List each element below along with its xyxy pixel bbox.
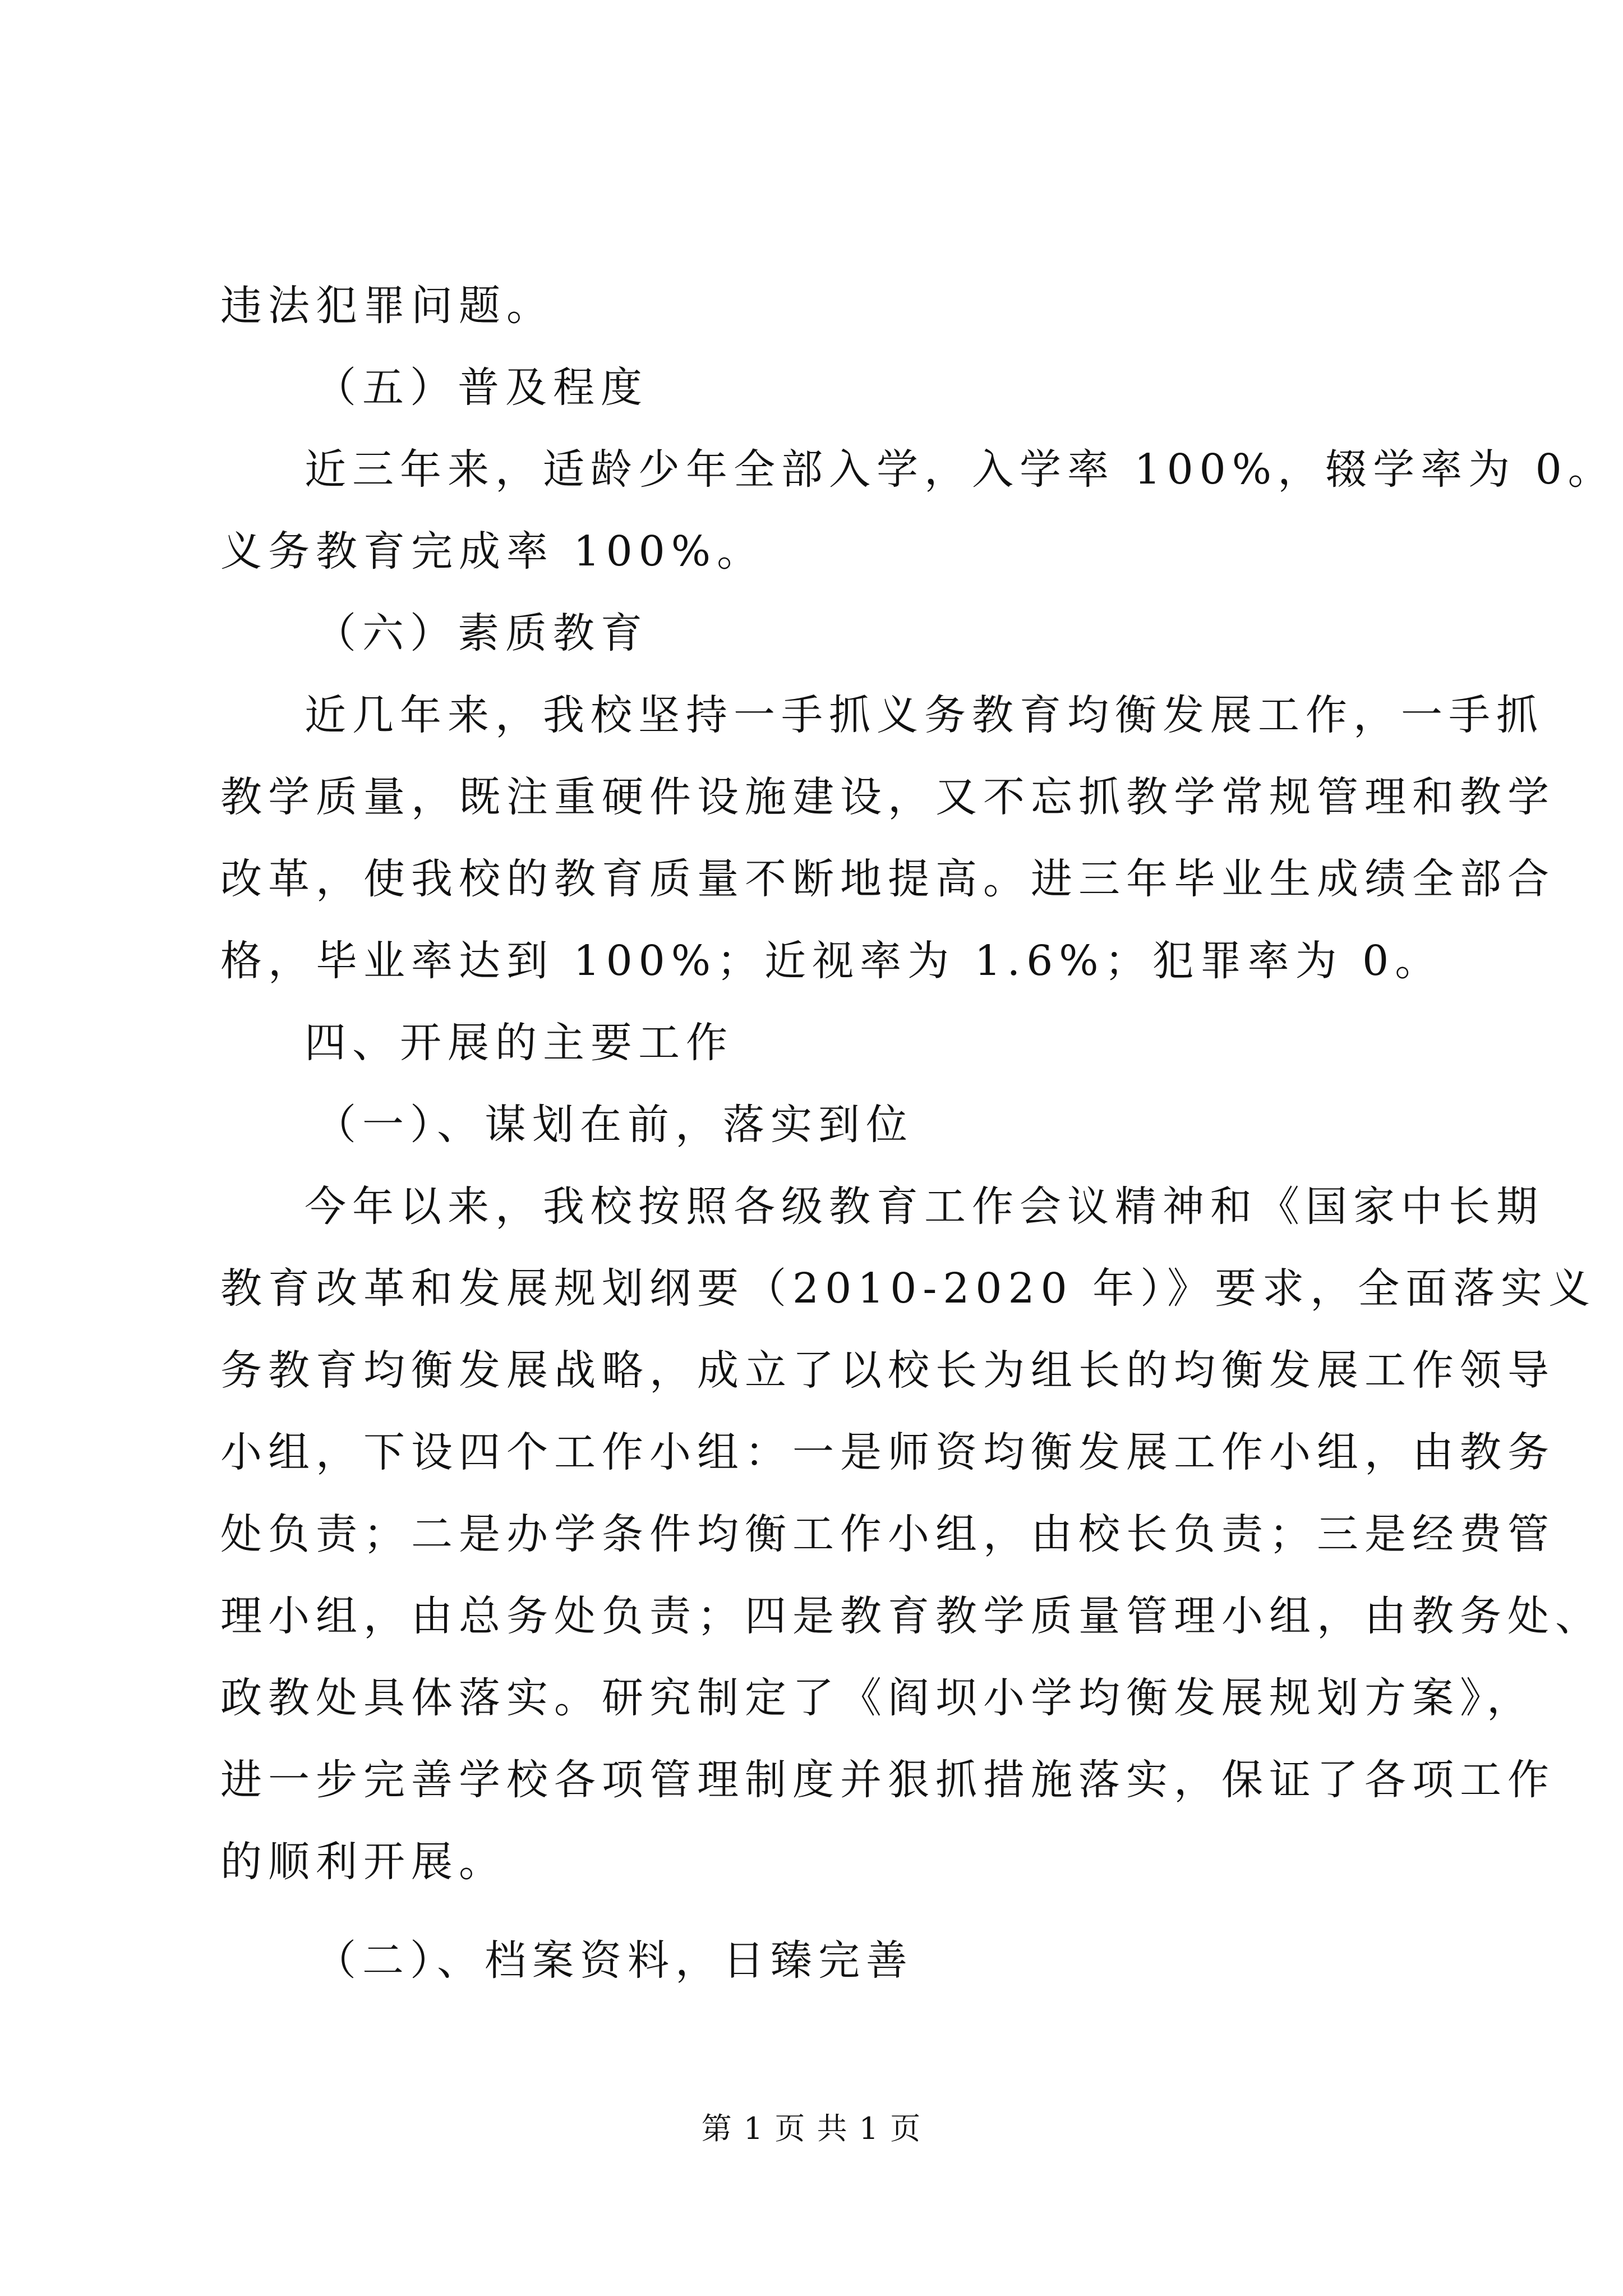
subsection-heading-one: （一）、谋划在前，落实到位 xyxy=(315,1101,914,1149)
paragraph-line: 格，毕业率达到 100%；近视率为 1.6%；犯罪率为 0。 xyxy=(220,937,1443,985)
paragraph-line: 近几年来，我校坚持一手抓义务教育均衡发展工作，一手抓 xyxy=(305,691,1544,739)
paragraph-line: 进一步完善学校各项管理制度并狠抓措施落实，保证了各项工作 xyxy=(220,1756,1555,1804)
paragraph-line: 小组，下设四个工作小组：一是师资均衡发展工作小组，由教务 xyxy=(220,1428,1555,1476)
section-heading-four: 四、开展的主要工作 xyxy=(305,1019,734,1067)
section-heading-five: （五）普及程度 xyxy=(315,364,648,412)
document-body xyxy=(220,265,1616,2001)
page-footer: 第 1 页 共 1 页 xyxy=(701,2111,922,2146)
paragraph-line: 义务教育完成率 100%。 xyxy=(220,527,765,576)
subsection-heading-two: （二）、档案资料，日臻完善 xyxy=(315,1936,914,1985)
paragraph-continuation: 违法犯罪问题。 xyxy=(220,282,554,330)
paragraph-line: 务教育均衡发展战略，成立了以校长为组长的均衡发展工作领导 xyxy=(220,1346,1555,1395)
paragraph-line: 近三年来，适龄少年全部入学，入学率 100%，辍学率为 0。 xyxy=(305,445,1616,494)
paragraph-line: 今年以来，我校按照各级教育工作会议精神和《国家中长期 xyxy=(305,1182,1544,1231)
paragraph-line: 教学质量，既注重硬件设施建设，又不忘抓教学常规管理和教学 xyxy=(220,773,1555,821)
paragraph-line: 理小组，由总务处负责；四是教育教学质量管理小组，由教务处、 xyxy=(220,1592,1603,1640)
paragraph-line: 改革，使我校的教育质量不断地提高。进三年毕业生成绩全部合 xyxy=(220,855,1555,903)
paragraph-line: 的顺利开展。 xyxy=(220,1838,506,1886)
paragraph-line: 政教处具体落实。研究制定了《阎坝小学均衡发展规划方案》， xyxy=(220,1674,1534,1722)
section-heading-six: （六）素质教育 xyxy=(315,609,648,657)
paragraph-line: 处负责；二是办学条件均衡工作小组，由校长负责；三是经费管 xyxy=(220,1510,1555,1558)
paragraph-line: 教育改革和发展规划纲要（2010-2020 年）》要求，全面落实义 xyxy=(220,1264,1597,1313)
